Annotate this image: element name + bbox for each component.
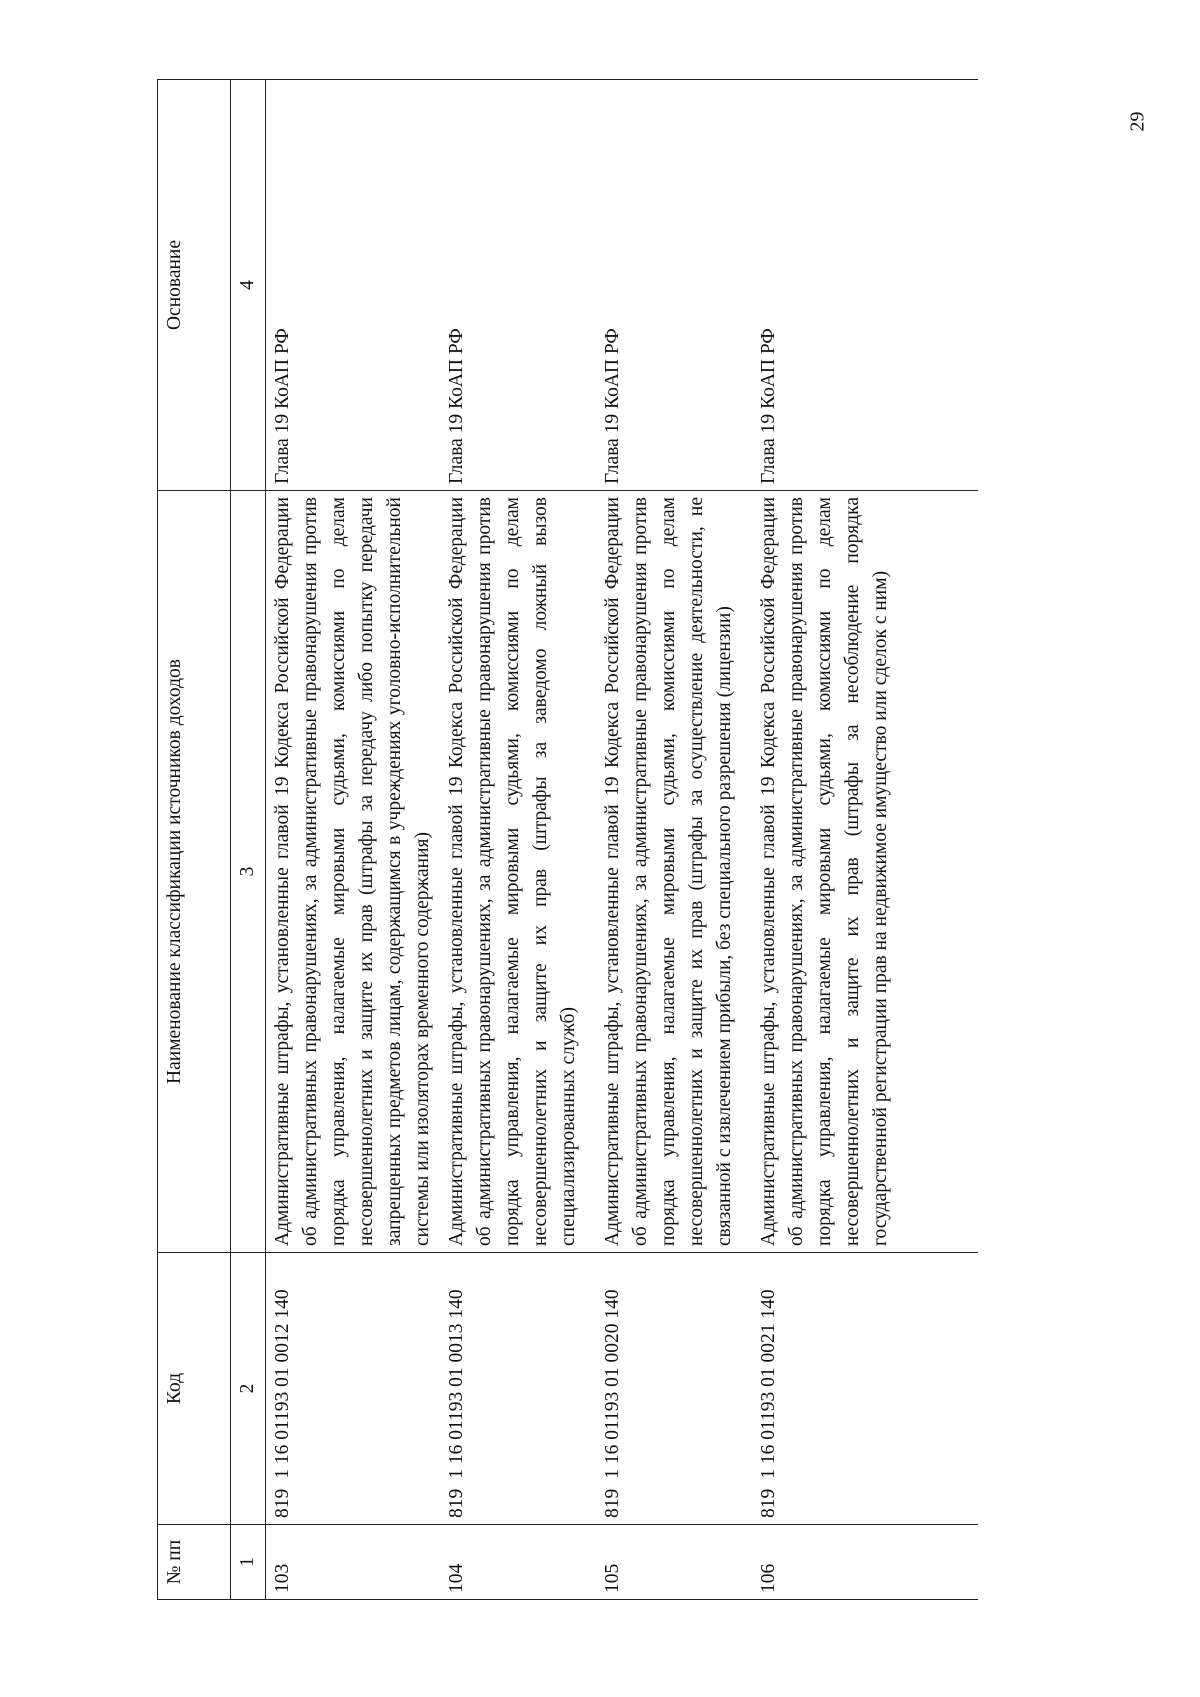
row-code [752, 1253, 978, 1525]
admin-code: 819 [758, 1488, 779, 1518]
row-number: 106 [752, 1525, 978, 1600]
header-row [158, 80, 231, 1600]
row-name: Административные штрафы, установленные главой 19 Кодекса Российской Федерации об административных правонарушениях, за административные правонарушения против порядка управления, налагаемые мировыми судьями, комиссиями по делам несовершеннолетних и защите их прав (штрафы за передачу либо попытку передачи запрещенных предметов лицам, содержащимся в учреждениях уголовно-исполнительной системы или изоляторах временного содержания) [266, 491, 441, 1253]
row-basis: Глава 19 КоАП РФ [596, 80, 752, 491]
admin-code: 819 [446, 1488, 467, 1518]
column-number-2: 2 [231, 1253, 266, 1525]
row-basis: Глава 19 КоАП РФ [752, 80, 978, 491]
admin-code: 819 [272, 1488, 293, 1518]
table-row [752, 80, 978, 1600]
row-name: Административные штрафы, установленные главой 19 Кодекса Российской Федерации об административных правонарушениях, за административные правонарушения против порядка управления, налагаемые мировыми судьями, комиссиями по делам несовершеннолетних и защите их прав (штрафы за несоблюдение порядка государственной регистрации прав на недвижимое имущество или сделок с ним) [752, 491, 978, 1253]
column-number-1: 1 [231, 1525, 266, 1600]
table-row [440, 80, 596, 1600]
income-classification-table [157, 79, 978, 1600]
row-code [596, 1253, 752, 1525]
income-code: 1 16 01193 01 0020 140 [602, 1289, 623, 1479]
row-basis: Глава 19 КоАП РФ [440, 80, 596, 491]
column-number-row [231, 80, 266, 1600]
row-basis: Глава 19 КоАП РФ [266, 80, 441, 491]
page-number: 29 [1126, 111, 1149, 132]
row-number: 103 [266, 1525, 441, 1600]
header-basis: Основание [158, 80, 231, 491]
table-row [266, 80, 441, 1600]
header-code: Код [158, 1253, 231, 1525]
row-number: 105 [596, 1525, 752, 1600]
header-num: № пп [158, 1525, 231, 1600]
rotated-table-container [157, 80, 1087, 1600]
income-code: 1 16 01193 01 0021 140 [758, 1289, 779, 1479]
row-number: 104 [440, 1525, 596, 1600]
row-name: Административные штрафы, установленные главой 19 Кодекса Российской Федерации об административных правонарушениях, за административные правонарушения против порядка управления, налагаемые мировыми судьями, комиссиями по делам несовершеннолетних и защите их прав (штрафы за заведомо ложный вызов специализированных служб) [440, 491, 596, 1253]
admin-code: 819 [602, 1488, 623, 1518]
column-number-4: 4 [231, 80, 266, 491]
income-code: 1 16 01193 01 0012 140 [272, 1289, 293, 1479]
row-name: Административные штрафы, установленные главой 19 Кодекса Российской Федерации об административных правонарушениях, за административные правонарушения против порядка управления, налагаемые мировыми судьями, комиссиями по делам несовершеннолетних и защите их прав (штрафы за осуществление деятельности, не связанной с извлечением прибыли, без специального разрешения (лицензии) [596, 491, 752, 1253]
header-name: Наименование классификации источников доходов [158, 491, 231, 1253]
row-code [440, 1253, 596, 1525]
table-row [596, 80, 752, 1600]
income-code: 1 16 01193 01 0013 140 [446, 1289, 467, 1479]
column-number-3: 3 [231, 491, 266, 1253]
row-code [266, 1253, 441, 1525]
